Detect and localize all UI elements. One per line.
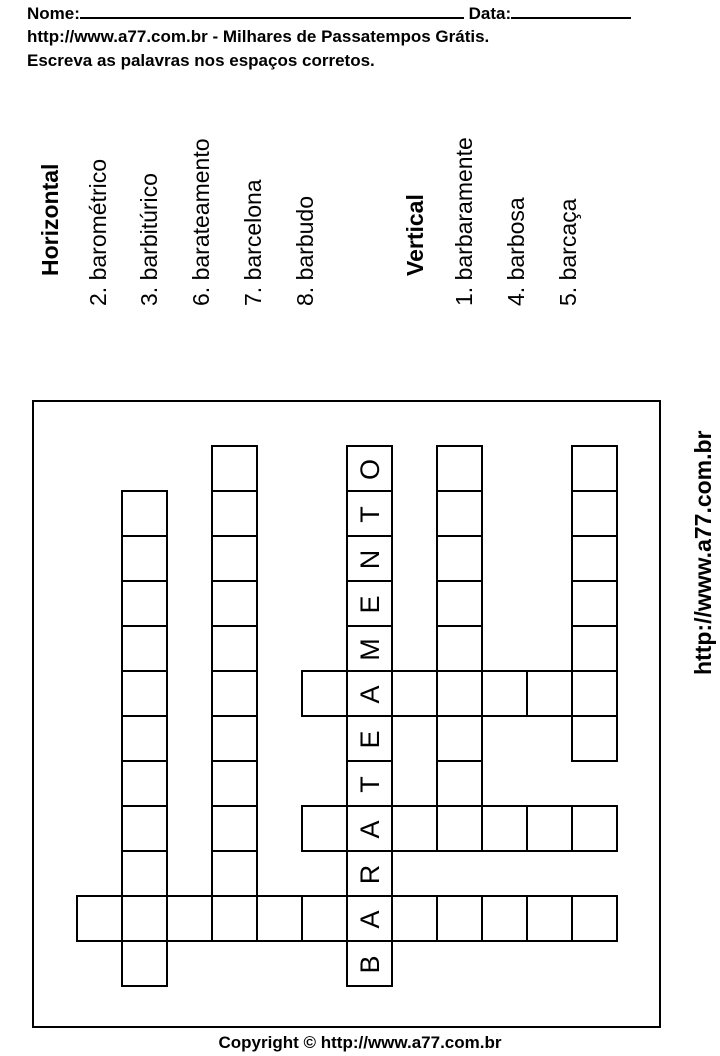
- grid-cell[interactable]: [121, 805, 168, 852]
- grid-cell-filled[interactable]: [346, 850, 393, 897]
- grid-cell[interactable]: [436, 580, 483, 627]
- name-field[interactable]: [80, 3, 464, 19]
- site-line: http://www.a77.com.br - Milhares de Passatempos Grátis.: [27, 27, 490, 46]
- grid-letter: M: [355, 638, 385, 661]
- grid-cell[interactable]: [436, 760, 483, 807]
- grid-cell[interactable]: [571, 670, 618, 717]
- grid-cell[interactable]: [121, 760, 168, 807]
- grid-letter: E: [355, 730, 385, 749]
- grid-cell[interactable]: [121, 625, 168, 672]
- grid-cell[interactable]: [391, 895, 438, 942]
- vertical-title: Vertical: [402, 194, 428, 276]
- grid-cell-filled[interactable]: [346, 940, 393, 987]
- grid-cell[interactable]: [121, 535, 168, 582]
- horizontal-clue: 2. barométrico: [85, 158, 111, 306]
- grid-cell[interactable]: [211, 580, 258, 627]
- grid-cell[interactable]: [571, 535, 618, 582]
- grid-cell[interactable]: [121, 670, 168, 717]
- name-date-line: [27, 3, 631, 24]
- grid-cell-filled[interactable]: [346, 715, 393, 762]
- grid-cell-filled[interactable]: [346, 760, 393, 807]
- grid-letter: R: [355, 864, 385, 885]
- side-url: http://www.a77.com.br: [690, 430, 716, 675]
- grid-cell[interactable]: [436, 490, 483, 537]
- grid-cell[interactable]: [76, 895, 123, 942]
- grid-cell[interactable]: [481, 895, 528, 942]
- grid-letter: T: [355, 506, 385, 523]
- grid-cell[interactable]: [436, 670, 483, 717]
- grid-letter: A: [355, 910, 385, 929]
- grid-cell[interactable]: [571, 895, 618, 942]
- grid-cell[interactable]: [571, 625, 618, 672]
- grid-cell[interactable]: [256, 895, 303, 942]
- horizontal-clue: 7. barcelona: [240, 179, 266, 306]
- grid-cell-filled[interactable]: [346, 625, 393, 672]
- date-label: Data:: [468, 4, 512, 23]
- grid-cell[interactable]: [391, 670, 438, 717]
- grid-cell-filled[interactable]: [346, 580, 393, 627]
- grid-cell-filled[interactable]: [346, 490, 393, 537]
- grid-cell[interactable]: [211, 715, 258, 762]
- grid-cell[interactable]: [211, 895, 258, 942]
- grid-cell[interactable]: [481, 805, 528, 852]
- grid-cell[interactable]: [571, 580, 618, 627]
- grid-cell-filled[interactable]: [346, 895, 393, 942]
- grid-cell[interactable]: [436, 715, 483, 762]
- grid-letter: B: [355, 955, 385, 974]
- grid-cell[interactable]: [436, 445, 483, 492]
- grid-cell[interactable]: [436, 625, 483, 672]
- grid-cell[interactable]: [571, 715, 618, 762]
- grid-cell[interactable]: [211, 670, 258, 717]
- grid-cell[interactable]: [526, 805, 573, 852]
- instruction-line: Escreva as palavras nos espaços corretos.: [27, 51, 375, 70]
- grid-cell[interactable]: [121, 940, 168, 987]
- name-label: Nome:: [27, 4, 80, 23]
- grid-cell[interactable]: [436, 805, 483, 852]
- grid-cell[interactable]: [121, 490, 168, 537]
- copyright: Copyright © http://www.a77.com.br: [218, 1033, 502, 1052]
- grid-cell[interactable]: [526, 670, 573, 717]
- grid-cell[interactable]: [211, 490, 258, 537]
- grid-cell-filled[interactable]: [346, 535, 393, 582]
- grid-letter: O: [355, 459, 385, 481]
- grid-cell[interactable]: [571, 490, 618, 537]
- vertical-clue: 1. barbaramente: [451, 137, 477, 306]
- grid-cell[interactable]: [166, 895, 213, 942]
- grid-cell[interactable]: [211, 445, 258, 492]
- grid-cell[interactable]: [121, 850, 168, 897]
- grid-cell[interactable]: [436, 895, 483, 942]
- grid-letter: T: [355, 776, 385, 793]
- grid-cell[interactable]: [121, 715, 168, 762]
- grid-letter: N: [355, 549, 385, 570]
- vertical-clue: 4. barbosa: [503, 197, 529, 306]
- grid-cell[interactable]: [211, 625, 258, 672]
- vertical-clue: 5. barcaça: [555, 198, 581, 306]
- grid-cell[interactable]: [211, 760, 258, 807]
- grid-cell[interactable]: [391, 805, 438, 852]
- grid-cell[interactable]: [211, 805, 258, 852]
- grid-cell[interactable]: [301, 895, 348, 942]
- grid-cell[interactable]: [211, 850, 258, 897]
- grid-cell-filled[interactable]: [346, 805, 393, 852]
- grid-cell[interactable]: [526, 895, 573, 942]
- grid-cell[interactable]: [571, 805, 618, 852]
- grid-cell[interactable]: [436, 535, 483, 582]
- grid-cell[interactable]: [571, 445, 618, 492]
- grid-letter: A: [355, 820, 385, 839]
- grid-cell[interactable]: [301, 805, 348, 852]
- grid-cell[interactable]: [121, 895, 168, 942]
- horizontal-title: Horizontal: [37, 163, 63, 276]
- grid-cell-filled[interactable]: [346, 445, 393, 492]
- grid-cell-filled[interactable]: [346, 670, 393, 717]
- grid-cell[interactable]: [121, 580, 168, 627]
- grid-cell[interactable]: [211, 535, 258, 582]
- grid-letter: E: [355, 595, 385, 614]
- horizontal-clue: 8. barbudo: [292, 196, 318, 306]
- grid-cell[interactable]: [481, 670, 528, 717]
- horizontal-clue: 6. barateamento: [188, 138, 214, 306]
- grid-cell[interactable]: [301, 670, 348, 717]
- grid-letter: A: [355, 685, 385, 704]
- horizontal-clue: 3. barbitúrico: [136, 173, 162, 306]
- date-field[interactable]: [511, 3, 631, 19]
